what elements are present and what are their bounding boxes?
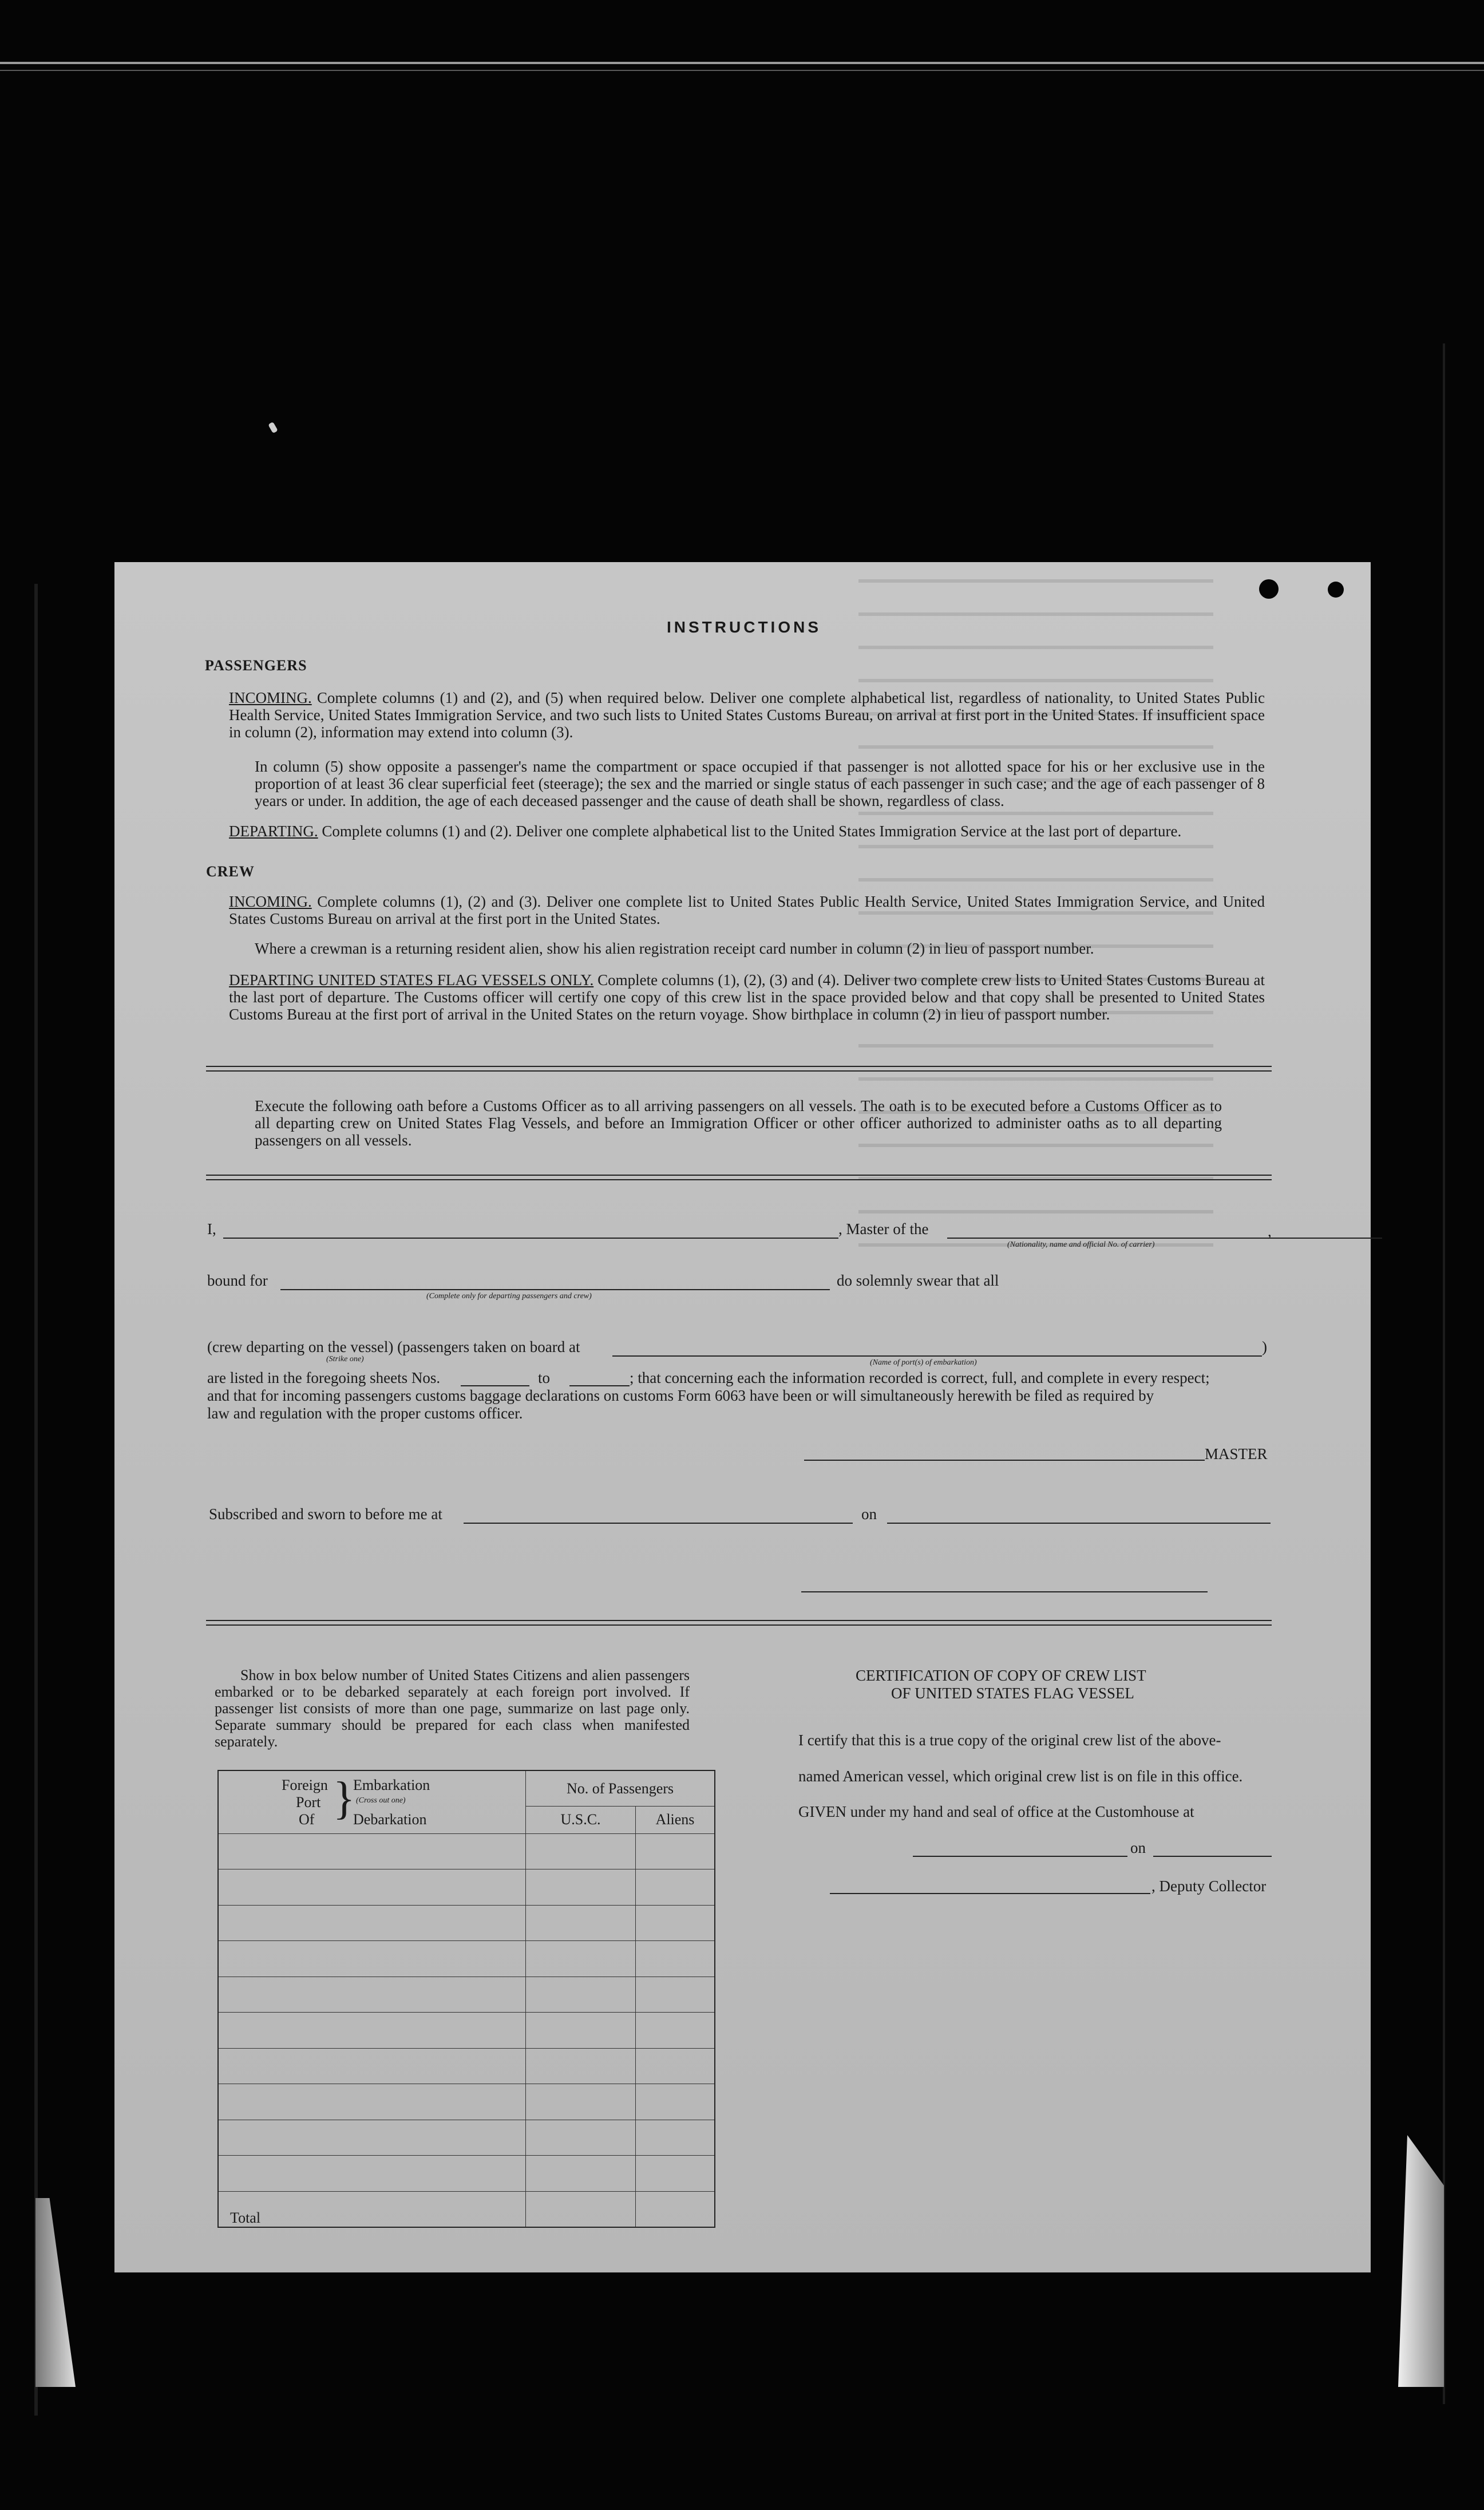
passengers-departing-label: DEPARTING.: [229, 823, 318, 840]
certify-line-2: named American vessel, which original crew list is on file in this office.: [798, 1768, 1243, 1785]
oath-i-label: I,: [207, 1220, 216, 1238]
passengers-incoming-label: INCOMING.: [229, 689, 312, 706]
table-row: [218, 1977, 715, 2013]
port-label: Port: [296, 1794, 321, 1811]
master-label: MASTER: [1205, 1445, 1268, 1462]
oath-listed-start: are listed in the foregoing sheets Nos.: [207, 1369, 441, 1386]
table-row: [218, 2156, 715, 2192]
oath-line2: and that for incoming passengers customs baggage declarations on customs Form 6063 have been or will simultaneously herewith be filed as required by: [207, 1387, 1154, 1404]
subscribed-text: Subscribed and sworn to before me at: [209, 1505, 442, 1523]
certify-line-3: GIVEN under my hand and seal of office at the Customhouse at: [798, 1803, 1194, 1820]
crew-incoming: [229, 893, 1265, 927]
passenger-summary-table: [217, 1770, 715, 2228]
oath-close-paren: ): [1262, 1338, 1267, 1355]
page-title: INSTRUCTIONS: [667, 618, 821, 636]
certify-on: on: [1130, 1839, 1146, 1856]
usc-header: U.S.C.: [526, 1807, 636, 1834]
vessel-name-field[interactable]: [947, 1238, 1382, 1239]
table-row: [218, 2120, 715, 2156]
debarkation-label: Debarkation: [353, 1811, 427, 1828]
total-row: [218, 2191, 715, 2227]
crew-alien-text: Where a crewman is a returning resident alien, show his alien registration receipt card number in column (2) in lieu of passport number.: [255, 940, 1094, 957]
master-name-field[interactable]: [223, 1238, 838, 1239]
officer-signature-field[interactable]: [801, 1591, 1208, 1592]
summary-instructions: Show in box below number of United States Citizens and alien passengers embarked or to be debarked separately at each foreign port involved. If passenger list consists of more than one page, summarize on last page only. Separate summary should be prepared for each class when manifested separately.: [215, 1667, 690, 1750]
oath-line3: law and regulation with the proper customs officer.: [207, 1405, 523, 1422]
strike-note: (Strike one): [326, 1355, 364, 1363]
sworn-date-field[interactable]: [887, 1523, 1271, 1524]
of-label: Of: [299, 1811, 315, 1828]
table-row: [218, 1941, 715, 1977]
document-page: [114, 562, 1371, 2272]
master-signature-field[interactable]: [804, 1460, 1205, 1461]
table-row: [218, 2048, 715, 2084]
oath-to: to: [538, 1369, 551, 1386]
punch-hole: [1328, 582, 1344, 598]
certification-title-2: OF UNITED STATES FLAG VESSEL: [891, 1685, 1134, 1702]
cross-out-note: (Cross out one): [356, 1796, 406, 1805]
passengers-column5-text: In column (5) show opposite a passenger's name the compartment or space occupied if that passenger is not allotted space for his or her exclusive use in the proportion of at least 36 clear superficial feet (steerage); the sex and the married or single status of each passenger in such case; and the age of each passenger of 8 years or under. In addition, the age of each deceased passenger and the cause of death shall be shown, regardless of class.: [255, 758, 1265, 809]
film-glare-left: [35, 2198, 76, 2387]
certify-date-field[interactable]: [1153, 1856, 1272, 1857]
passengers-heading: PASSENGERS: [205, 657, 307, 674]
oath-swear: do solemnly swear that all: [837, 1272, 999, 1289]
port-header-cell: [218, 1770, 526, 1833]
customhouse-field[interactable]: [913, 1856, 1127, 1857]
deputy-signature-field[interactable]: [830, 1893, 1150, 1894]
total-label: Total: [218, 2191, 526, 2227]
passengers-departing: [229, 823, 1265, 840]
crew-incoming-text: Complete columns (1), (2) and (3). Deliver one complete list to United States Public Health Service, United States Immigration Service, and United States Customs Bureau on arrival at the first port in the United States.: [229, 893, 1265, 927]
deputy-collector-label: , Deputy Collector: [1151, 1877, 1267, 1895]
film-glare-right: [1398, 2135, 1444, 2387]
nationality-note: (Nationality, name and official No. of carrier): [1007, 1240, 1155, 1249]
crew-departing-label: DEPARTING UNITED STATES FLAG VESSELS ONLY.: [229, 971, 594, 989]
oath-comma: ,: [1268, 1223, 1272, 1240]
embarkation-port-field[interactable]: [612, 1355, 1262, 1357]
crew-heading: CREW: [206, 863, 255, 880]
crew-departing-text: Complete columns (1), (2), (3) and (4). Deliver two complete crew lists to United States Customs Bureau at the last port of departure. The Customs officer will certify one copy of this crew list in the space provided below and that copy shall be presented to United States Customs Bureau at the first port of arrival in the United States on the return voyage. Show birthplace in column (2) in lieu of passport number.: [229, 971, 1265, 1023]
oath-bound-for: bound for: [207, 1272, 268, 1289]
destination-field[interactable]: [280, 1289, 830, 1290]
no-passengers-header: No. of Passengers: [526, 1770, 715, 1807]
sheet-from-field[interactable]: [461, 1385, 529, 1386]
section-divider: [206, 1066, 1272, 1072]
brace-glyph: }: [333, 1773, 355, 1824]
film-top-border-secondary: [0, 70, 1484, 71]
table-row: [218, 1905, 715, 1941]
embarkation-label: Embarkation: [353, 1777, 430, 1793]
passengers-departing-text: Complete columns (1) and (2). Deliver one complete alphabetical list to the United States Immigration Service at the last port of departure.: [322, 823, 1182, 840]
table-row: [218, 1869, 715, 1906]
film-right-edge: [1443, 343, 1445, 2404]
oath-instructions: Execute the following oath before a Customs Officer as to all arriving passengers on all vessels. The oath is to be executed before a Customs Officer as to all departing crew on United States Flag Vessels, and before an Immigration Officer or other officer authorized to administer oaths as to all departing passengers on all vessels.: [255, 1097, 1222, 1149]
oath-crew-passengers: (crew departing on the vessel) (passengers taken on board at: [207, 1338, 580, 1355]
certify-line-1: I certify that this is a true copy of the original crew list of the above-: [798, 1732, 1221, 1749]
foreign-label: Foreign: [282, 1777, 328, 1793]
bound-note: (Complete only for departing passengers and crew): [426, 1292, 592, 1301]
table-row: [218, 2084, 715, 2120]
passengers-incoming-text: Complete columns (1) and (2), and (5) when required below. Deliver one complete alphabetical list, regardless of nationality, to United States Public Health Service, United States Immigration Service, and two such lists to United States Customs Bureau, on arrival at first port in the United States. If insufficient space in column (2), information may extend into column (3).: [229, 689, 1265, 741]
oath-master-of: , Master of the: [838, 1220, 929, 1238]
film-speck: [268, 422, 278, 434]
oath-listed-end: ; that concerning each the information recorded is correct, full, and complete in every respect;: [630, 1369, 1210, 1386]
sheet-to-field[interactable]: [569, 1385, 630, 1386]
table-row: [218, 1833, 715, 1869]
crew-incoming-label: INCOMING.: [229, 893, 312, 910]
port-note: (Name of port(s) of embarkation): [870, 1358, 977, 1367]
section-divider: [206, 1620, 1272, 1626]
film-left-edge: [34, 584, 38, 2416]
film-top-border: [0, 62, 1484, 64]
table-row: [218, 2013, 715, 2049]
sworn-location-field[interactable]: [464, 1523, 853, 1524]
crew-departing: [229, 971, 1265, 1023]
punch-hole: [1259, 579, 1279, 599]
oath-on: on: [861, 1505, 877, 1523]
section-divider: [206, 1175, 1272, 1180]
certification-title-1: CERTIFICATION OF COPY OF CREW LIST: [856, 1667, 1146, 1684]
passengers-incoming: [229, 689, 1265, 741]
aliens-header: Aliens: [636, 1807, 715, 1834]
